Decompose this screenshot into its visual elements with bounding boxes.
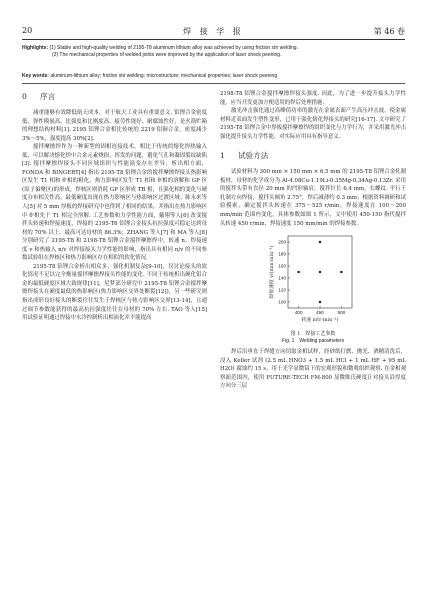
keywords bbox=[22, 73, 405, 80]
paragraph: 2198-T8 铝锂合金搅拌摩擦焊接头强度. 因此，为了进一步提升接头力学性能，应当开发更加方便适用的焊后处理措施. bbox=[220, 91, 406, 106]
figure-caption bbox=[220, 331, 406, 345]
highlight-1: Highlights: (1) Stable and high-quality welding of 2195-T8 aluminum lithium alloy was achieved by using friction stir welding. bbox=[22, 45, 298, 51]
y-tick-label: 200 bbox=[278, 239, 286, 245]
x-axis-label: 转速 n/(r·min⁻¹) bbox=[301, 318, 339, 324]
section-heading-1: 1 试验方法 bbox=[220, 151, 269, 161]
figure-1 bbox=[220, 230, 406, 328]
y-tick-label: 140 bbox=[278, 275, 286, 281]
y-tick-label: 160 bbox=[278, 263, 286, 269]
page-header bbox=[22, 26, 405, 39]
section-heading-0: 0 序言 bbox=[22, 92, 56, 101]
data-point bbox=[340, 271, 342, 273]
x-tick-label: 400 bbox=[294, 310, 303, 316]
highlights-label: Highlights: bbox=[22, 45, 49, 51]
paragraph: 激光冲击强化通过高峰值功率的激光在金属表面产生高压冲击波，使金属材料近表面发生塑性变形，已用于强化熔化焊接头的研究[16-17]. 文中研究了 2195-T8 铝锂合金中厚板搅拌摩擦焊的组织变化与力学行为，并采用激光冲击强化提升接头力学性能，对实际应用具有指导意义. bbox=[220, 108, 406, 140]
data-point bbox=[319, 241, 321, 243]
left-column bbox=[22, 90, 207, 323]
journal-title: 焊 接 学 报 bbox=[183, 27, 244, 36]
volume-label: 第 46 卷 bbox=[373, 27, 405, 36]
keywords-text: aluminum-lithium alloy; friction stir welding; microstructure; mechanical properties; laser shock peening bbox=[50, 73, 278, 79]
data-point bbox=[298, 271, 300, 273]
paragraph: 试验材料为 300 mm × 150 mm × 6.5 mm 的 2195-T8 铝锂合金轧制板材，母材的化学成分为 Al-4.08Cu-1.19Li-0.35Mg-0.34Ag-0.13Zr. 采用的搅拌头带有直径 20 mm 的凹形轴肩，搅拌针长 6.4 mm，右螺纹. 平行于轧制方向焊接，搅拌头倾角 2.75°，焊后减薄约 0.3 mm；根据资料调研和试验摸索，确定搅拌头转速在 375～525 r/min，焊接速度在 100～200 mm/min 范围内变化，具体参数如图 1 所示，文中使用 450-150 指代搅拌头转速 450 r/min，焊接速度 150 mm/min 的焊接参数. bbox=[220, 169, 406, 227]
y-tick-label: 100 bbox=[278, 299, 286, 305]
right-column bbox=[220, 90, 406, 391]
highlights bbox=[22, 45, 405, 60]
paragraph: 减重能够有效降低航天成本，对于航天工业具有重要意义. 铝锂合金密度低、弹性模量高、比强度和比刚度高、疲劳性能好、耐腐蚀性好，是火箭贮箱的理想结构材料[1]. 2195 铝锂合金相比传统的 2219 铝铜合金，密度减少 3%～5%，强度提高 30%[2]. bbox=[22, 110, 207, 142]
y-tick-label: 180 bbox=[278, 251, 286, 257]
y-tick-label: 120 bbox=[278, 287, 286, 293]
y-axis-label: 焊接速度 v/(mm·min⁻¹) bbox=[270, 245, 275, 299]
highlight-2: (2) The mechanical properties of welded joints were improved by the application of laser shock peening. bbox=[52, 52, 282, 59]
caption-en: Fig. 1 Welding parameters bbox=[281, 338, 345, 345]
x-tick-label: 500 bbox=[337, 310, 346, 316]
data-point bbox=[319, 301, 321, 303]
paragraph: 搅拌摩擦焊作为一种新型的固相连接技术，相比于传统的熔化焊热输入低，可以解决熔化焊中合金元素烧损、挥发的问题，避免气孔和凝固裂纹缺陷[3]. 搅拌摩擦焊接头不同区域组织与性能演变存在差异，析出相方面，FONDA 和 BINGERT[4] 指出 2195-T8 铝锂合金的搅拌摩擦焊接头热影响区发生 T1 相和 θ′相的粗化，热力影响区发生 T1 相和 θ′相的溶解和 GP 区(原子偏聚区)的形成，焊核区则消耗 GP 区形成 TB 相，且强化相的变化与硬度分布相关性高，最低硬度出现在热力影响区与热影响区过渡区域；陈永来等人[5] 对 5 mm 厚板的焊接研究中也得到了相同的结果，并指出在热力影响区中 θ′相先于 T1 相完全溶解. 工艺参数和力学性能方面，戴翔等人[6] 改变搅拌头转速和焊接速度，焊接的 2195-T6 铝锂合金接头抗拉强度可稳定达到母材的 70% 以上，最高可达母材的 86.3%；ZHANG 等人[7] 和 MA 等人[8] 分别研究了 2195-T8 和 2198-T8 铝锂合金搅拌摩擦焊中，转速 n、焊接速度 v 和热输入 n/v 对焊接接头力学性能的影响，指出具有相同 n/v 的不同参数试验组在焊核区和热力影响区存在相似的软化情况. bbox=[22, 144, 207, 262]
data-point bbox=[319, 271, 321, 273]
keywords-label: Key words: bbox=[22, 73, 49, 79]
x-tick-label: 450 bbox=[316, 310, 324, 316]
keywords-rule bbox=[22, 83, 405, 84]
paragraph: 焊后沿垂直于焊缝方向切取金相试样，经砂纸打磨、抛光、酒精清洗后，浸入 Keller 试剂 (2.5 mL HNO3 + 1.5 mL HCl + 1 mL HF + 95 mL H2O) 腐蚀约 15 s，用于光学显微镜下的宏观形貌和微观组织观察. 在金相观察面范围内，使用 FUTURE-TECH FM-800 显微维氏硬度计对接头沿厚度方向分三层 bbox=[220, 349, 406, 390]
page-number: 20 bbox=[22, 26, 33, 35]
header-rule bbox=[22, 39, 405, 40]
paragraph: 2195-T8 铝锂合金析出相众多，强化机制复杂[9-10]，仅讨论接头的软化情况不足以完全衡量搅拌摩擦焊接头性能的变化. 不同于传统析出硬化铝合金的最低硬度区域大致规律[11]，尼梦部分研究中 2195-T8 铝锂合金搅拌摩擦焊接头在硬度最低的热影响区(热力影响区交界处断裂[12])，另一些研究则指出成形良好接头的断裂往往发生于焊核区与热力影响区交界[13-14]，且通过调节参数能获得的最高抗拉强度往往在母材的 70% 左右. TAO 等人[15] 用试验证明通过焊接中水冷控制析出相演化并不能提高 bbox=[22, 263, 207, 322]
welding-parameters-chart bbox=[220, 230, 406, 328]
caption-cn: 图 1 焊接工艺参数 bbox=[290, 331, 336, 338]
